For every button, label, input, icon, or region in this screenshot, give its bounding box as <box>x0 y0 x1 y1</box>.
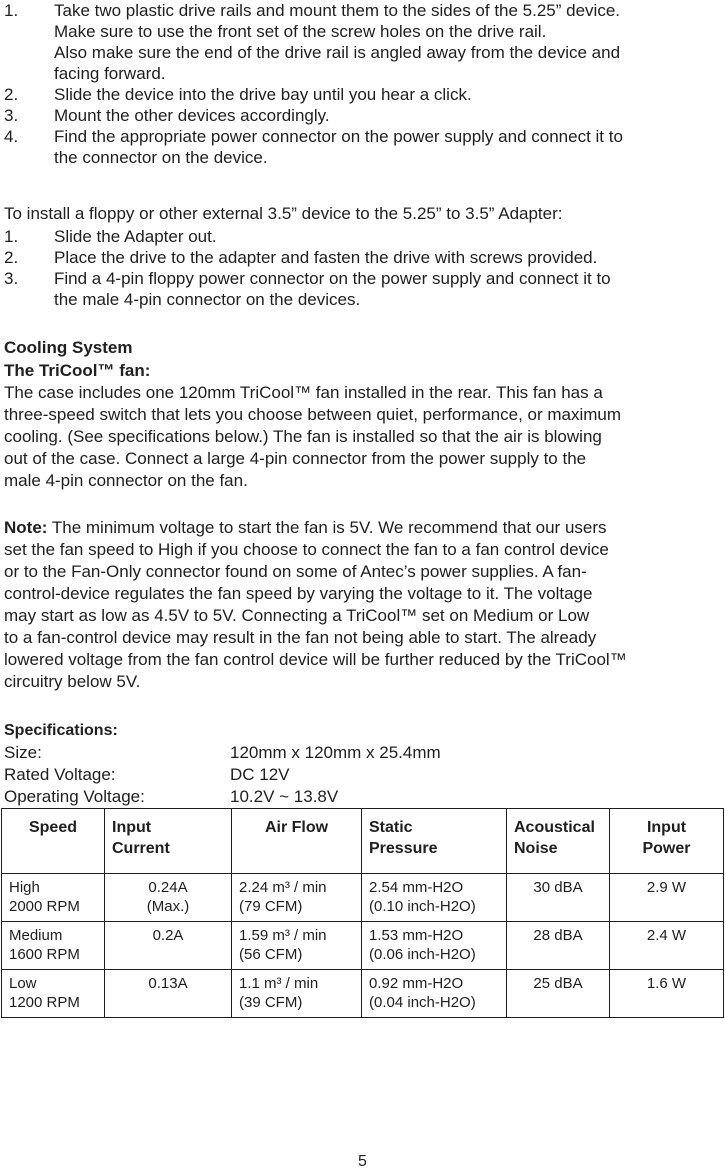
list-item <box>4 105 724 126</box>
list-text: Place the drive to the adapter and fasten the drive with screws provided. <box>54 248 598 267</box>
column-header: Acoustical Noise <box>507 809 610 874</box>
page-number: 5 <box>358 1153 367 1170</box>
noise-cell: 28 dBA <box>507 922 610 970</box>
airflow-cell: 1.1 m³ / min (39 CFM) <box>232 970 362 1018</box>
table-row <box>2 970 724 1018</box>
paragraph-line: control-device regulates the fan speed by varying the voltage to it. The voltage <box>4 584 593 603</box>
list-item <box>4 268 724 310</box>
floppy-intro: To install a floppy or other external 3.5” device to the 5.25” to 3.5” Adapter: <box>4 204 563 223</box>
paragraph-line: or to the Fan-Only connector found on some of Antec’s power supplies. A fan- <box>4 562 587 581</box>
column-header: Static Pressure <box>362 809 507 874</box>
paragraph-line: male 4-pin connector on the fan. <box>4 471 248 490</box>
note-text: The minimum voltage to start the fan is 5V. We recommend that our users <box>47 518 607 537</box>
current-cell: 0.13A <box>105 970 232 1018</box>
spec-value: DC 12V <box>230 765 290 784</box>
list-number: 4. <box>4 127 19 146</box>
list-item <box>4 0 724 84</box>
list-text: Make sure to use the front set of the screw holes on the drive rail. <box>54 22 547 41</box>
spec-value: 120mm x 120mm x 25.4mm <box>230 743 441 762</box>
paragraph-line: may start as low as 4.5V to 5V. Connecting a TriCool™ set on Medium or Low <box>4 606 590 625</box>
table-header-row <box>2 809 724 874</box>
list-number: 2. <box>4 248 19 267</box>
list-text: Slide the Adapter out. <box>54 227 217 246</box>
list-text: Also make sure the end of the drive rail is angled away from the device and <box>54 43 621 62</box>
paragraph-line: three-speed switch that lets you choose between quiet, performance, or maximum <box>4 405 622 424</box>
list-number: 3. <box>4 269 19 288</box>
current-cell: 0.2A <box>105 922 232 970</box>
power-cell: 2.9 W <box>610 874 724 922</box>
speed-cell: Medium 1600 RPM <box>2 922 105 970</box>
column-header: Input Current <box>105 809 232 874</box>
spec-value: 10.2V ~ 13.8V <box>230 787 339 806</box>
current-cell: 0.24A (Max.) <box>105 874 232 922</box>
list-item <box>4 226 724 247</box>
list-text: Slide the device into the drive bay until you hear a click. <box>54 85 472 104</box>
paragraph-line: out of the case. Connect a large 4-pin connector from the power supply to the <box>4 449 587 468</box>
note-section <box>4 517 724 693</box>
column-header: Air Flow <box>232 809 362 874</box>
noise-cell: 30 dBA <box>507 874 610 922</box>
floppy-install-steps <box>4 226 724 310</box>
list-number: 1. <box>4 227 19 246</box>
note-label: Note: <box>4 518 48 537</box>
airflow-cell: 2.24 m³ / min (79 CFM) <box>232 874 362 922</box>
list-text: the connector on the device. <box>54 148 268 167</box>
speed-cell: High 2000 RPM <box>2 874 105 922</box>
list-item <box>4 247 724 268</box>
pressure-cell: 1.53 mm-H2O (0.06 inch-H2O) <box>362 922 507 970</box>
paragraph-line: set the fan speed to High if you choose to connect the fan to a fan control device <box>4 540 609 559</box>
list-item <box>4 126 724 168</box>
airflow-cell: 1.59 m³ / min (56 CFM) <box>232 922 362 970</box>
spec-label: Rated Voltage: <box>4 765 116 784</box>
list-text: the male 4-pin connector on the devices. <box>54 290 361 309</box>
fan-subheading: The TriCool™ fan: <box>4 361 151 380</box>
speed-cell: Low 1200 RPM <box>2 970 105 1018</box>
table-row <box>2 874 724 922</box>
list-text: Mount the other devices accordingly. <box>54 106 330 125</box>
list-text: Take two plastic drive rails and mount them to the sides of the 5.25” device. <box>54 1 621 20</box>
power-cell: 2.4 W <box>610 922 724 970</box>
column-header: Input Power <box>610 809 724 874</box>
list-item <box>4 84 724 105</box>
paragraph-line: lowered voltage from the fan control device will be further reduced by the TriCool™ <box>4 650 627 669</box>
paragraph-line: circuitry below 5V. <box>4 672 141 691</box>
list-number: 3. <box>4 106 19 125</box>
list-text: facing forward. <box>54 64 166 83</box>
list-text: Find the appropriate power connector on the power supply and connect it to <box>54 127 623 146</box>
specifications-heading: Specifications: <box>4 722 118 739</box>
spec-row <box>4 764 724 786</box>
spec-row <box>4 742 724 764</box>
spec-row <box>4 786 724 808</box>
noise-cell: 25 dBA <box>507 970 610 1018</box>
paragraph-line <box>4 517 724 539</box>
section-heading: Cooling System <box>4 338 133 357</box>
fan-spec-table <box>1 808 724 1018</box>
table-row <box>2 922 724 970</box>
list-text: Find a 4-pin floppy power connector on the power supply and connect it to <box>54 269 611 288</box>
list-number: 2. <box>4 85 19 104</box>
spec-label: Operating Voltage: <box>4 787 145 806</box>
pressure-cell: 0.92 mm-H2O (0.04 inch-H2O) <box>362 970 507 1018</box>
drive-install-steps <box>4 0 724 168</box>
specifications-section <box>4 719 724 808</box>
power-cell: 1.6 W <box>610 970 724 1018</box>
list-number: 1. <box>4 1 19 20</box>
paragraph-line: to a fan-control device may result in the fan not being able to start. The already <box>4 628 597 647</box>
column-header: Speed <box>2 809 105 874</box>
spec-label: Size: <box>4 743 42 762</box>
paragraph-line: The case includes one 120mm TriCool™ fan installed in the rear. This fan has a <box>4 383 603 402</box>
pressure-cell: 2.54 mm-H2O (0.10 inch-H2O) <box>362 874 507 922</box>
cooling-section <box>4 336 724 492</box>
paragraph-line: cooling. (See specifications below.) The fan is installed so that the air is blowing <box>4 427 602 446</box>
